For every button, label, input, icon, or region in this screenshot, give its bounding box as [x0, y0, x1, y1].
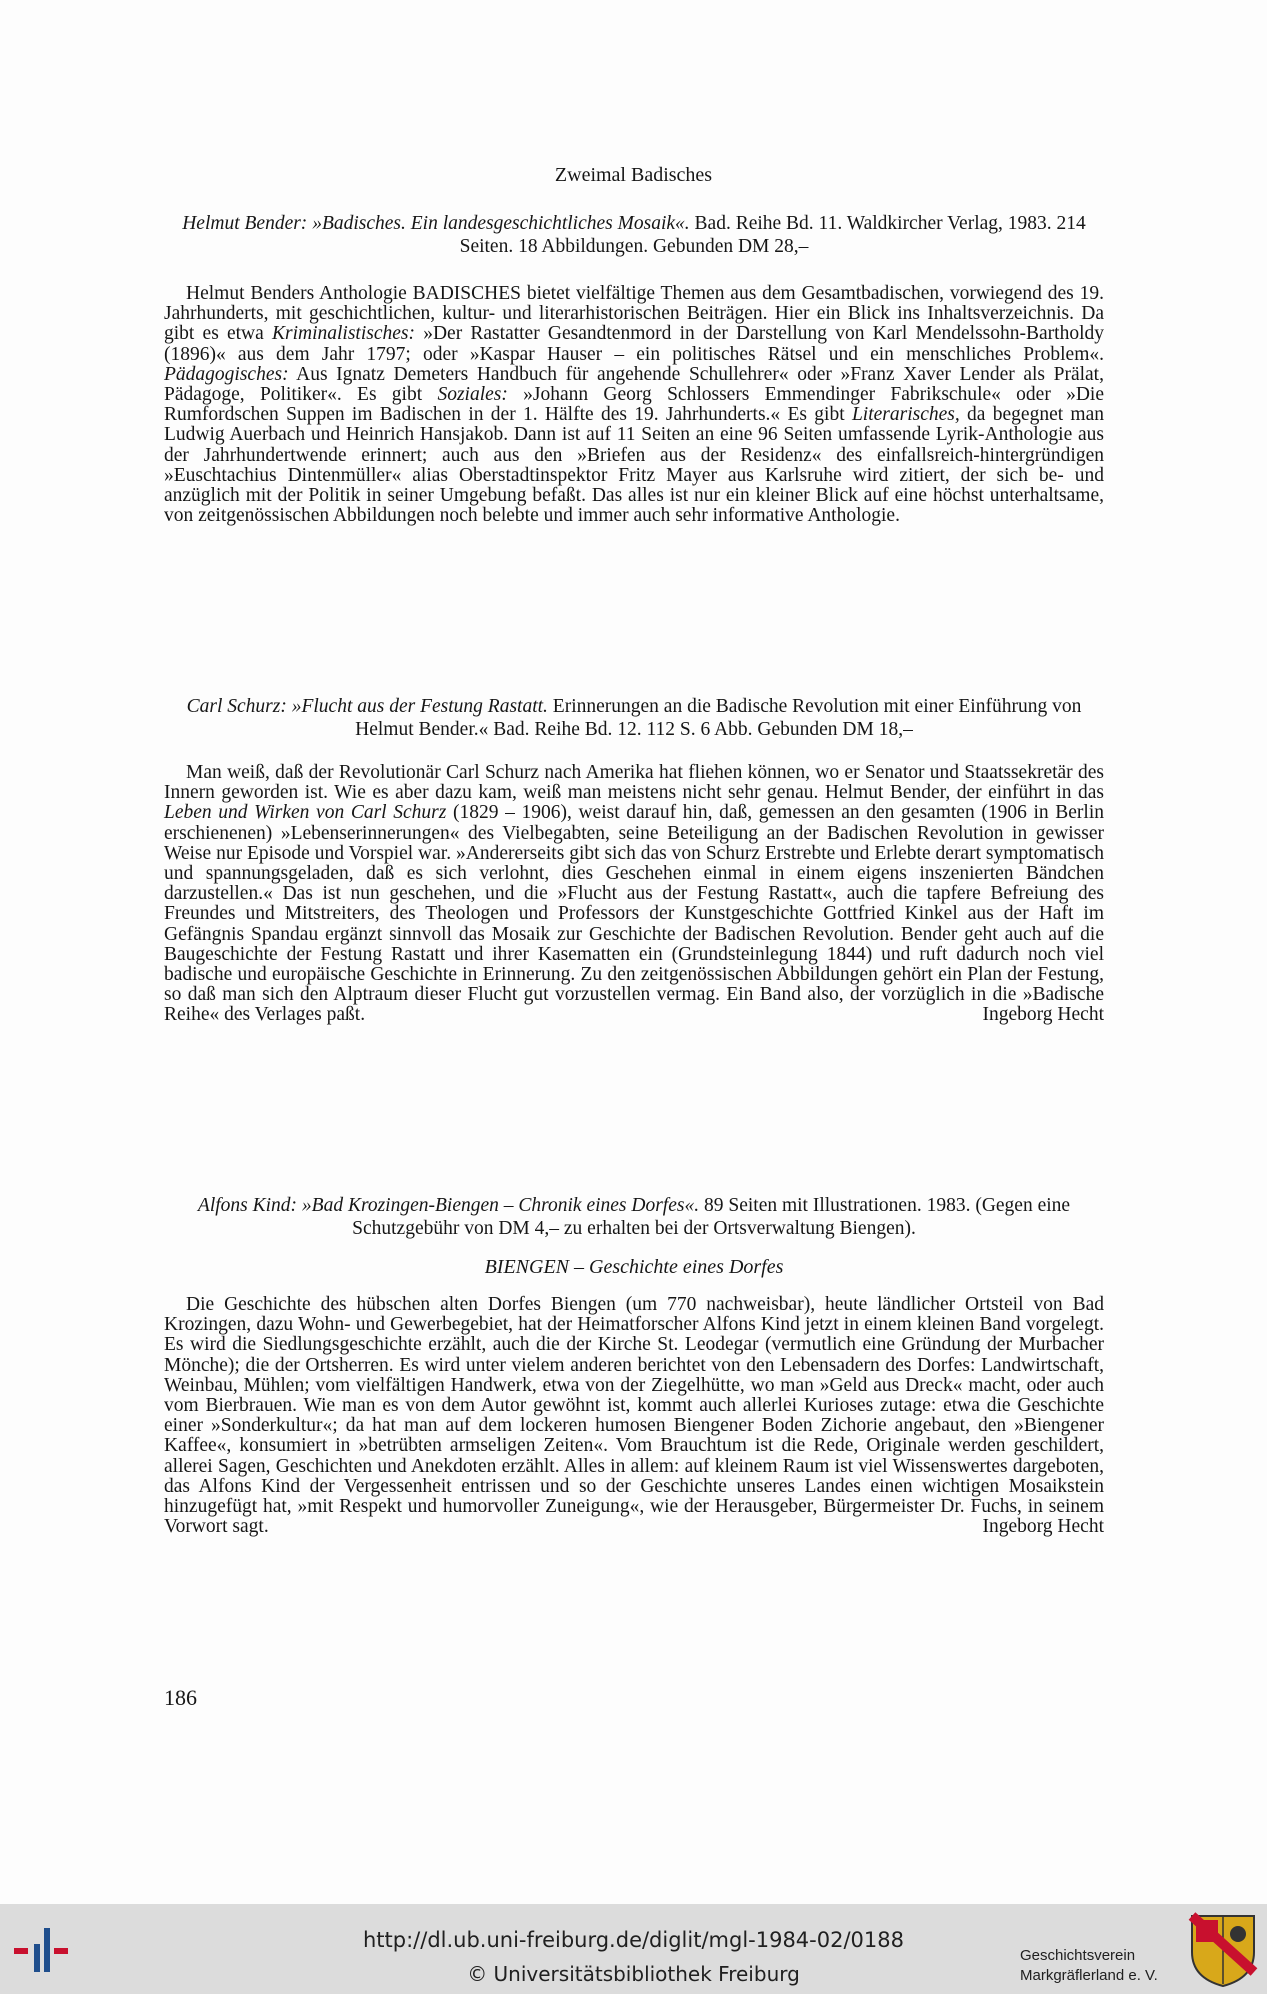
page-title: Zweimal Badisches [554, 164, 713, 186]
citation-author-title: Carl Schurz: »Flucht aus der Festung Rastatt. [186, 696, 548, 717]
review-text: Die Geschichte des hübschen alten Dorfes Biengen (um 770 nachweisbar), heute ländlicher Ortsteil von Bad Krozingen, dazu Wohn- und Gewerbegebiet, hat der Heimatforscher Alfons Kind jetzt in einem kleinen Band vorgelegt. Es wird die Siedlungsgeschichte erzählt, auch die der Kirche St. Leodegar (vermutlich eine Gründung der Murbacher Mönche); die der Ortsherren. Es wird unter vielem anderen berichtet von den Lebensadern des Dorfes: Landwirtschaft, Weinbau, Mühlen; vom vielfältigen Handwerk, etwa von der Ziegelhütte, wo man »Geld aus Dreck« macht, oder auch vom Bierbrauen. Wie man es von dem Autor gewöhnt ist, kommt auch allerlei Kurioses zutage: etwa die Geschichte einer »Sonderkultur«; da hat man auf dem lockeren humosen Biengener Boden Zichorie angebaut, den »Biengener Kaffee«, konsumiert in »betrübten armseligen Zeiten«. Vom Brauchtum ist die Rede, Originale werden geschildert, allerei Sagen, Geschichten und Anekdoten erzählt. Alles in allem: auf kleinem Raum ist viel Wissenswertes dargeboten, das Alfons Kind der Vergessenheit entrissen und so der Geschichte unseres Landes einen wichtigen Mosaikstein hinzugefügt hat, »mit Respekt und humorvoller Zuneigung«, wie der Herausgeber, Bürgermeister Dr. Fuchs, in seinem Vorwort sagt. [164, 1294, 1104, 1538]
copyright-text: © Universitätsbibliothek Freiburg [467, 1962, 800, 1986]
citation [164, 695, 1104, 741]
citation-details: Erinnerungen an die Badische Revolution mit einer Einführung von Helmut Bender.« Bad. Reihe Bd. 12. 112 S. 6 Abb. Gebunden DM 18,– [355, 696, 1082, 740]
review-text: Helmut Benders Anthologie BADISCHES bietet vielfältige Themen aus dem Gesamtbadischen, vorwiegend des 19. Jahrhunderts, mit geschichtlichen, kultur- und literarhistorischen Beiträgen. Hier ein Blick ins Inhaltsverzeichnis. Da gibt es etwa Kriminalistisches: »Der Rastatter Gesandtenmord in der Darstellung von Karl Mendelssohn-Bartholdy (1896)« aus dem Jahr 1797; oder »Kaspar Hauser – ein politisches Rätsel und ein menschliches Problem«. Pädagogisches: Aus Ignatz Demeters Handbuch für angehende Schullehrer« oder »Franz Xaver Lender als Prälat, Pädagoge, Politiker«. Es gibt Soziales: »Johann Georg Schlossers Emmendinger Fabrikschule« oder »Die Rumfordschen Suppen im Badischen in der 1. Hälfte des 19. Jahrhunderts.« Es gibt Literarisches, da begegnet man Ludwig Auerbach und Heinrich Hansjakob. Dann ist auf 11 Seiten an eine 96 Seiten umfassende Lyrik-Anthologie aus der Jahrhundertwende erinnert; auch aus den »Briefen aus der Residenz« des einfallsreich-hintergründigen »Euschtachius Dintenmüller« alias Oberstadtinspektor Fritz Mayer aus Karlsruhe wird zitiert, der sich be- und anzüglich mit der Politik in seiner Umgebung befaßt. Das alles ist nur ein kleiner Blick auf eine höchst unterhaltsame, von zeitgenössischen Abbildungen noch belebte und immer auch sehr informative Anthologie. [164, 283, 1105, 527]
citation-details: 89 Seiten mit Illustrationen. 1983. (Gegen eine Schutzgebühr von DM 4,– zu erhalten bei der Ortsverwaltung Biengen). [352, 1195, 1071, 1239]
reviewer-signature: Ingeborg Hecht [982, 1516, 1104, 1538]
citation-author: Helmut Bender: [182, 213, 308, 234]
citation [164, 212, 1104, 258]
source-url[interactable]: http://dl.ub.uni-freiburg.de/diglit/mgl-1984-02/0188 [362, 1928, 904, 1952]
coat-of-arms-icon [1188, 1912, 1258, 1988]
page-number: 186 [164, 1685, 197, 1710]
review-biengen [164, 1194, 1104, 1537]
citation-author-title: Alfons Kind: »Bad Krozingen-Biengen – Chronik eines Dorfes«. [197, 1195, 700, 1216]
reviewer-signature: Ingeborg Hecht [982, 1004, 1104, 1026]
review-badisches [164, 212, 1104, 526]
citation-title: »Badisches. Ein landesgeschichtliches Mosaik«. [312, 213, 690, 234]
citation [164, 1194, 1104, 1240]
footer-bar [0, 1904, 1267, 1994]
review-schurz [164, 695, 1104, 1026]
org-name: Geschichtsverein Markgräflerland e. V. [1020, 1947, 1158, 1984]
section-subtitle: BIENGEN – Geschichte eines Dorfes [484, 1256, 784, 1278]
citation-details: Bad. Reihe Bd. 11. Waldkircher Verlag, 1983. 214 Seiten. 18 Abbildungen. Gebunden DM 28,– [459, 213, 1086, 257]
review-text: Man weiß, daß der Revolutionär Carl Schurz nach Amerika hat fliehen können, wo er Senator und Staatssekretär des Innern geworden ist. Wie es aber dazu kam, weiß man meistens nicht sehr genau. Helmut Bender, der einführt in das Leben und Wirken von Carl Schurz (1829 – 1906), weist darauf hin, daß, gemessen an den gesamten (1906 in Berlin erschienenen) »Lebenserinnerungen« des Vielbegabten, seine Beteiligung an der Badischen Revolution in gewisser Weise nur Episode und Vorspiel war. »Andererseits gibt sich das von Schurz Erstrebte und Erlebte derart symptomatisch und spannungsgeladen, daß es sich verlohnt, dies Geschehen einmal in einem eigens inszenierten Bändchen darzustellen.« Das ist nun geschehen, und die »Flucht aus der Festung Rastatt«, auch die tapfere Befreiung des Freundes und Mitstreiters, des Theologen und Professors der Kunstgeschichte Gottfried Kinkel aus der Haft im Gefängnis Spandau ergänzt sinnvoll das Mosaik zur Geschichte der Badischen Revolution. Bender geht auch auf die Baugeschichte der Festung Rastatt und ihrer Kasematten ein (Grundsteinlegung 1844) und ruft dadurch noch viel badische und europäische Geschichte in Erinnerung. Zu den zeitgenössischen Abbildungen gehört ein Plan der Festung, so daß man sich den Alptraum dieser Flucht gut vorzustellen vermag. Ein Band also, der vorzüglich in die »Badische Reihe« des Verlages paßt. [164, 762, 1105, 1026]
